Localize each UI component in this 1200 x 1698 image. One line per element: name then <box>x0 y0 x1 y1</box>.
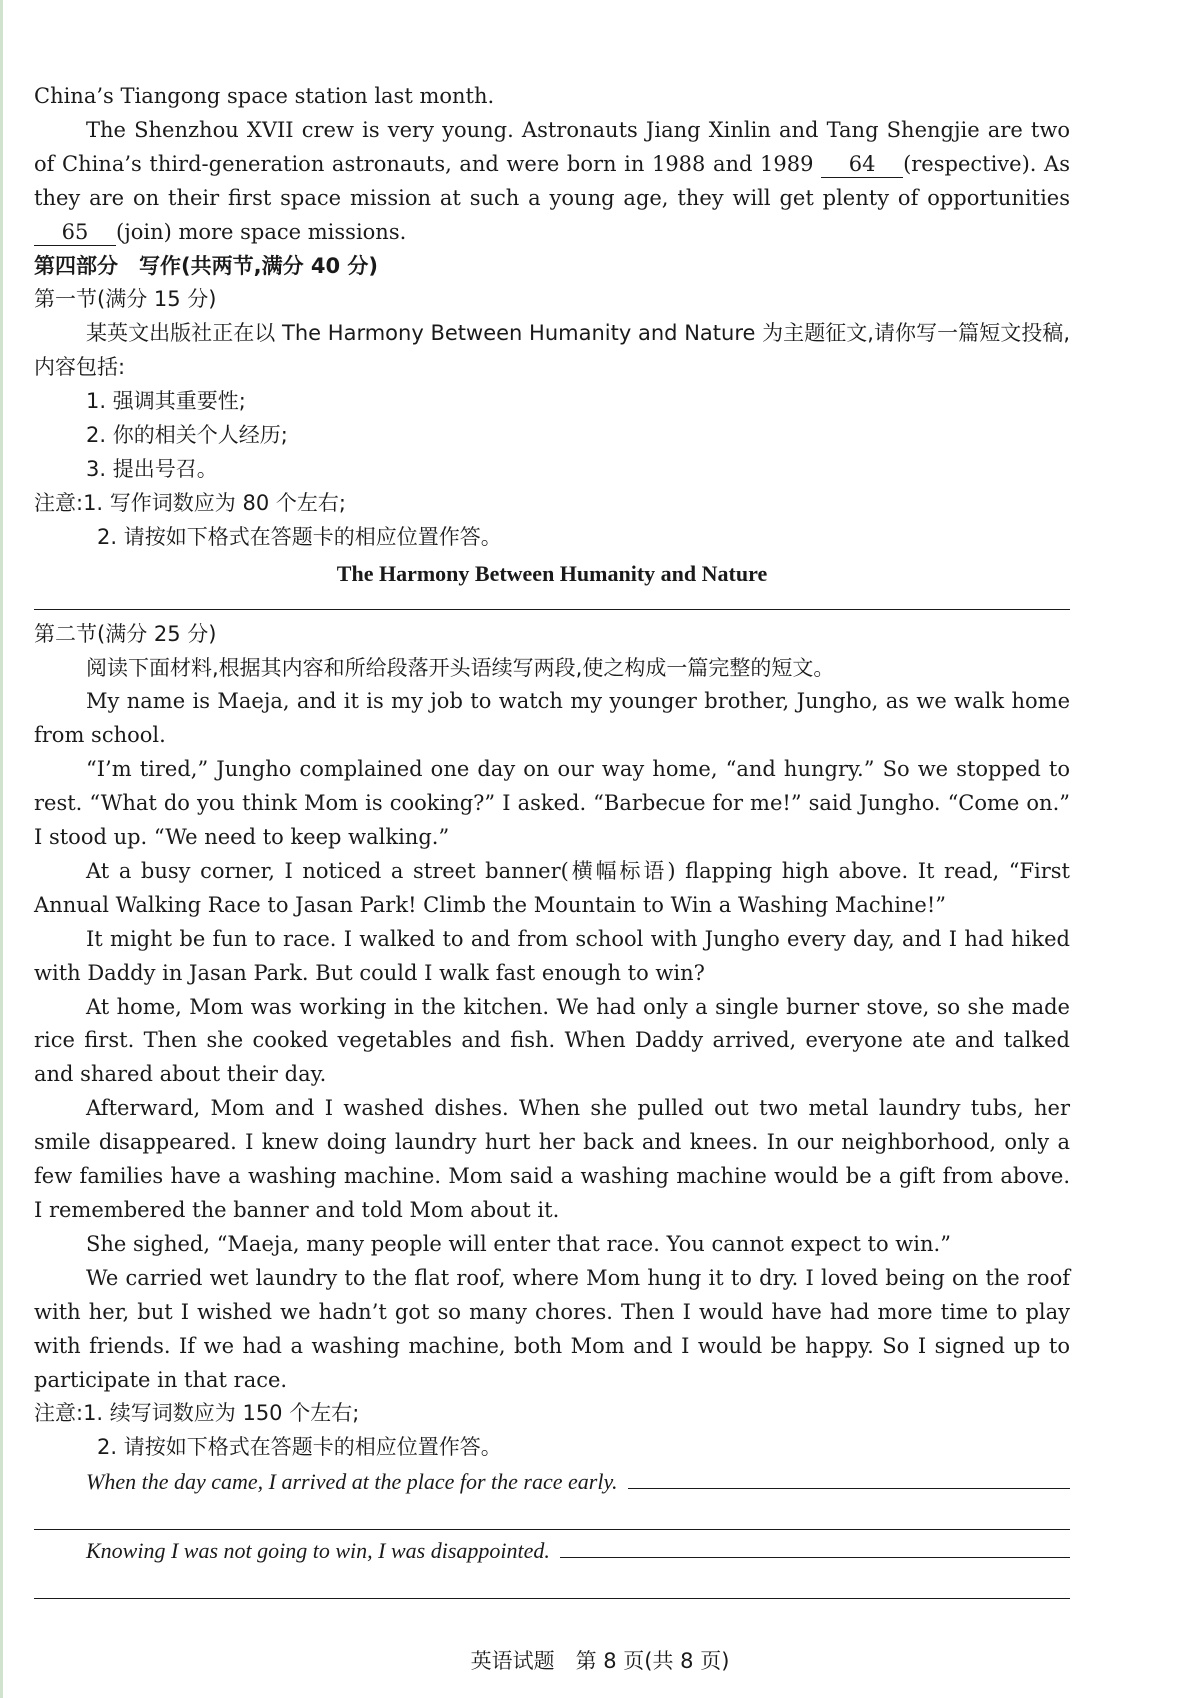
section2-heading: 第二节(满分 25 分) <box>34 621 217 646</box>
section2-note-2: 2. 请按如下格式在答题卡的相应位置作答。 <box>97 1435 502 1460</box>
continuation-starter-2 <box>34 1534 1070 1568</box>
story-paragraph-4: It might be fun to race. I walked to and from school with Jungho every day, and I had hiked with Daddy in Jasan Park. But could I walk fast enough to win? <box>34 926 1070 985</box>
story-paragraph-8: We carried wet laundry to the flat roof, where Mom hung it to dry. I loved being on the roof with her, but I wished we hadn’t got so many chores. Then I would have had more time to play with friends. If we had a washing machine, both Mom and I would be happy. So I signed up to participate in that race. <box>34 1265 1070 1392</box>
continuation-starter-1 <box>34 1465 1070 1499</box>
section1-item-1: 1. 强调其重要性; <box>86 389 246 414</box>
starter-1-answer-line <box>628 1468 1070 1489</box>
section1-instruction: 某英文出版社正在以 The Harmony Between Humanity and Nature 为主题征文,请你写一篇短文投稿,内容包括: <box>34 321 1070 380</box>
section1-note-2: 2. 请按如下格式在答题卡的相应位置作答。 <box>97 524 502 549</box>
story-paragraph-2: “I’m tired,” Jungho complained one day on our way home, “and hungry.” So we stopped to rest. “What do you think Mom is cooking?” I asked. “Barbecue for me!” said Jungho. “Come on.” I stood up. “We need to keep walking.” <box>34 757 1070 850</box>
story-paragraph-3: At a busy corner, I noticed a street banner(横幅标语) flapping high above. It read, “First Annual Walking Race to Jasan Park! Climb the Mountain to Win a Washing Machine!” <box>34 858 1070 917</box>
page-content <box>34 80 1070 1603</box>
story-paragraph-7: She sighed, “Maeja, many people will enter that race. You cannot expect to win.” <box>86 1231 951 1256</box>
section2-instruction: 阅读下面材料,根据其内容和所给段落开头语续写两段,使之构成一篇完整的短文。 <box>86 655 835 680</box>
passage-continuation: China’s Tiangong space station last month. <box>34 84 495 108</box>
starter-1-text: When the day came, I arrived at the place for the race early. <box>86 1469 618 1495</box>
section2-note-1: 注意:1. 续写词数应为 150 个左右; <box>34 1401 360 1426</box>
cloze-text-c: (join) more space missions. <box>116 219 407 244</box>
part4-heading: 第四部分 写作(共两节,满分 40 分) <box>34 253 379 278</box>
answer-line-2 <box>34 1568 1070 1599</box>
cloze-blank-65: 65 <box>34 219 116 246</box>
story-paragraph-5: At home, Mom was working in the kitchen. We had only a single burner stove, so she made rice first. Then she cooked vegetables and fish. When Daddy arrived, everyone ate and talked and shared about their day. <box>34 994 1070 1087</box>
section1-heading: 第一节(满分 15 分) <box>34 287 217 312</box>
passage-paragraph-cloze <box>34 114 1070 250</box>
section1-item-3: 3. 提出号召。 <box>86 456 218 481</box>
section1-item-2: 2. 你的相关个人经历; <box>86 423 288 448</box>
essay-answer-line <box>34 591 1070 610</box>
section1-note-1: 注意:1. 写作词数应为 80 个左右; <box>34 490 346 515</box>
starter-2-answer-line <box>560 1537 1070 1558</box>
page-edge <box>0 0 3 1698</box>
starter-2-text: Knowing I was not going to win, I was disappointed. <box>86 1538 550 1564</box>
answer-line-1 <box>34 1499 1070 1530</box>
story-paragraph-6: Afterward, Mom and I washed dishes. When she pulled out two metal laundry tubs, her smile disappeared. I knew doing laundry hurt her back and knees. In our neighborhood, only a few families have a washing machine. Mom said a washing machine would be a gift from above. I remembered the banner and told Mom about it. <box>34 1096 1070 1222</box>
page-footer: 英语试题 第 8 页(共 8 页) <box>470 1649 730 1673</box>
story-paragraph-1: My name is Maeja, and it is my job to watch my younger brother, Jungho, as we walk home from school. <box>34 689 1070 748</box>
cloze-blank-64: 64 <box>821 151 903 178</box>
essay-title: The Harmony Between Humanity and Nature <box>336 560 768 586</box>
cloze-text-a: The Shenzhou XVII crew is very young. Astronauts Jiang Xinlin and Tang Shengjie are two of China’s third-generation astronauts, and were born in 1988 and 1989 <box>34 117 1070 176</box>
cloze-text-b: (respective). As they are on their first space mission at such a young age, they will get plenty of opportunities <box>34 151 1070 210</box>
